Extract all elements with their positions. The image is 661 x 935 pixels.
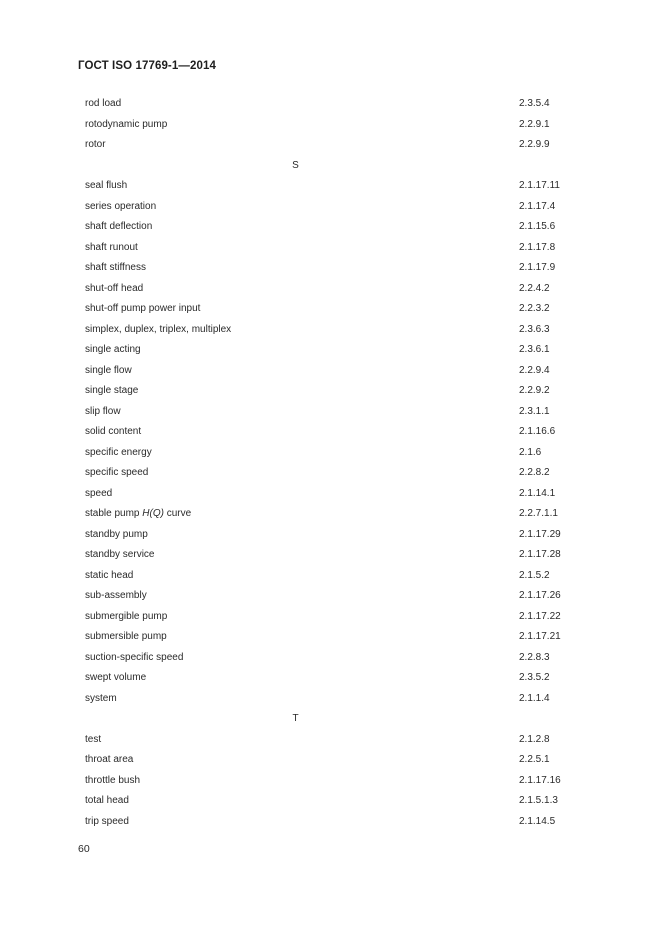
index-entry — [0, 361, 661, 382]
index-reference: 2.1.17.16 — [519, 774, 561, 786]
index-term: shaft stiffness — [85, 262, 146, 273]
index-entry — [0, 238, 661, 259]
index-reference: 2.2.9.1 — [519, 118, 550, 130]
index-reference: 2.2.9.2 — [519, 385, 550, 396]
index-entry — [0, 668, 661, 689]
index-entry — [0, 176, 661, 197]
index-entry — [0, 566, 661, 587]
index-term: series operation — [85, 200, 157, 212]
index-term: specific speed — [85, 467, 149, 478]
index-reference: 2.1.5.2 — [519, 569, 550, 581]
section-letter-row — [0, 709, 661, 730]
index-term: rotodynamic pump — [85, 118, 168, 130]
index-entry — [0, 94, 661, 115]
index-entry — [0, 340, 661, 361]
index-term: rod load — [85, 98, 122, 109]
index-term: slip flow — [85, 405, 121, 417]
index-term: rotor — [85, 139, 106, 150]
index-reference: 2.2.9.9 — [519, 139, 550, 150]
index-entry — [0, 771, 661, 792]
index-term: system — [85, 692, 117, 704]
index-term: throttle bush — [85, 774, 141, 786]
index-entry — [0, 484, 661, 505]
index-term: sub-assembly — [85, 590, 147, 601]
index-entry — [0, 730, 661, 751]
index-term: shut-off pump power input — [85, 303, 201, 314]
index-term: seal flush — [85, 180, 128, 191]
index-term: total head — [85, 795, 129, 806]
index-term: trip speed — [85, 815, 129, 827]
index-reference: 2.1.6 — [519, 446, 542, 458]
index-entry — [0, 627, 661, 648]
index-entry — [0, 504, 661, 525]
index-term: suction-specific speed — [85, 651, 184, 663]
index-term: speed — [85, 487, 113, 499]
index-reference: 2.1.16.6 — [519, 426, 556, 437]
index-reference: 2.2.7.1.1 — [519, 508, 558, 519]
index-reference: 2.1.17.8 — [519, 241, 556, 253]
index-reference: 2.1.2.8 — [519, 733, 550, 745]
index-term: submersible pump — [85, 631, 167, 642]
index-entry — [0, 197, 661, 218]
index-term: submergible pump — [85, 610, 168, 622]
index-term: test — [85, 733, 102, 745]
index-reference: 2.2.4.2 — [519, 282, 550, 294]
index-term: single acting — [85, 344, 141, 355]
index-term: specific energy — [85, 446, 152, 458]
page-number: 60 — [78, 843, 90, 855]
index-term: simplex, duplex, triplex, multiplex — [85, 323, 232, 335]
index-entry — [0, 299, 661, 320]
index-reference: 2.1.17.26 — [519, 590, 561, 601]
index-term-italic: H(Q) — [142, 508, 164, 519]
index-entry — [0, 586, 661, 607]
section-letter: T — [292, 713, 299, 724]
index-entry — [0, 791, 661, 812]
index-entry — [0, 402, 661, 423]
index-entry — [0, 258, 661, 279]
index-term: static head — [85, 569, 134, 581]
index-entry — [0, 279, 661, 300]
index-term — [85, 504, 191, 525]
index-reference: 2.2.3.2 — [519, 303, 550, 314]
index-reference: 2.3.6.3 — [519, 323, 550, 335]
index-entry — [0, 217, 661, 238]
index-entry — [0, 135, 661, 156]
index-reference: 2.1.17.4 — [519, 200, 556, 212]
index-term: shaft runout — [85, 241, 138, 253]
index-term-part: stable pump — [85, 508, 143, 519]
term-index — [0, 94, 661, 832]
index-entry — [0, 607, 661, 628]
index-term: standby pump — [85, 528, 148, 540]
index-entry — [0, 381, 661, 402]
index-reference: 2.1.5.1.3 — [519, 795, 558, 806]
index-entry — [0, 525, 661, 546]
section-letter: S — [292, 159, 299, 171]
index-entry — [0, 463, 661, 484]
index-reference: 2.1.17.21 — [519, 631, 561, 642]
index-reference: 2.2.9.4 — [519, 364, 550, 376]
index-reference: 2.1.14.5 — [519, 815, 556, 827]
index-reference: 2.3.1.1 — [519, 405, 550, 417]
index-reference: 2.3.6.1 — [519, 344, 550, 355]
index-entry — [0, 750, 661, 771]
index-reference: 2.1.17.22 — [519, 610, 561, 622]
document-header: ГОСТ ISO 17769-1—2014 — [78, 60, 216, 72]
index-term: shaft deflection — [85, 221, 153, 232]
index-reference: 2.2.8.3 — [519, 651, 550, 663]
index-term: single flow — [85, 364, 132, 376]
index-reference: 2.1.17.28 — [519, 549, 561, 560]
index-reference: 2.1.15.6 — [519, 221, 556, 232]
index-reference: 2.1.14.1 — [519, 487, 556, 499]
index-term: single stage — [85, 385, 139, 396]
index-reference: 2.1.17.11 — [519, 180, 560, 191]
index-reference: 2.2.5.1 — [519, 754, 550, 765]
index-term: swept volume — [85, 672, 147, 683]
index-entry — [0, 812, 661, 833]
index-entry — [0, 320, 661, 341]
index-reference: 2.1.17.9 — [519, 262, 556, 273]
index-reference: 2.2.8.2 — [519, 467, 550, 478]
index-term: shut-off head — [85, 282, 144, 294]
index-entry — [0, 689, 661, 710]
section-letter-row — [0, 156, 661, 177]
index-entry — [0, 545, 661, 566]
index-reference: 2.1.1.4 — [519, 692, 550, 704]
index-reference: 2.3.5.2 — [519, 672, 550, 683]
index-term-part: curve — [163, 508, 192, 519]
index-term: solid content — [85, 426, 142, 437]
index-entry — [0, 443, 661, 464]
index-reference: 2.3.5.4 — [519, 98, 550, 109]
index-entry — [0, 115, 661, 136]
index-entry — [0, 648, 661, 669]
index-term: standby service — [85, 549, 155, 560]
index-entry — [0, 422, 661, 443]
index-reference: 2.1.17.29 — [519, 528, 561, 540]
index-term: throat area — [85, 754, 134, 765]
